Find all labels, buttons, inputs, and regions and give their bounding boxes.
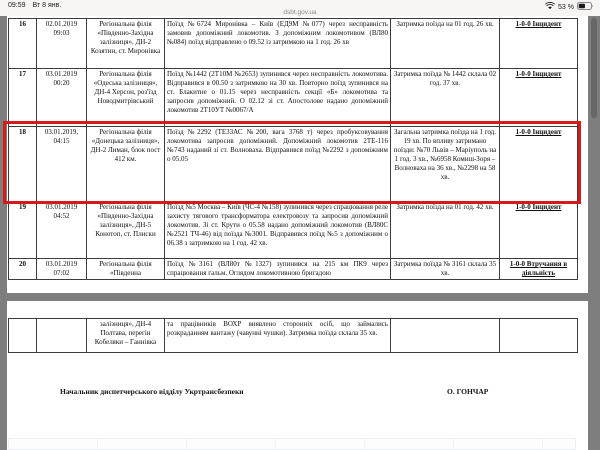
cell-branch: Регіональна філія «Південно-Західна залізниця», ДН-2 Козятин, ст. Миронівка bbox=[87, 19, 165, 69]
cell-datetime bbox=[37, 319, 87, 353]
battery-icon bbox=[577, 2, 594, 12]
cell-delay: Затримка поїзда на 01 год. 26 хв. bbox=[391, 19, 500, 69]
cell-datetime: 02.01.2019 09:03 bbox=[37, 19, 87, 69]
signature-line bbox=[7, 387, 588, 399]
cell-classification: 1-0-0 Інцидент bbox=[500, 127, 578, 202]
clock: 09:59 bbox=[8, 2, 26, 9]
cell-classification: 1-0-0 Інцидент bbox=[500, 202, 578, 259]
cell-description: Поїзд №3161 (ВЛ80т №1327) зупинився на 215 км ПК9 через спрацювання гальм. Оглядом локомотивною бригадою bbox=[165, 259, 391, 280]
cell-datetime: 03.01.2019 07:02 bbox=[37, 259, 87, 280]
cell-delay bbox=[391, 319, 500, 353]
cell-branch: Регіональна філія «Донецька залізниця», ДН-2 Лиман, блок пост 412 км. bbox=[87, 127, 165, 202]
signature-name: О. ГОНЧАР bbox=[447, 387, 489, 396]
document-page-2 bbox=[7, 301, 588, 450]
continuation-table bbox=[8, 318, 578, 353]
cell-row-number: 19 bbox=[9, 202, 37, 259]
signature-title: Начальник диспетчерського відділу Укртрансбезпеки bbox=[60, 387, 244, 396]
table-row bbox=[9, 69, 578, 127]
cell-classification: 1-0-0 Втручання в діяльність bbox=[500, 259, 578, 280]
highlight-box bbox=[3, 121, 581, 204]
cell-row-number: 17 bbox=[9, 69, 37, 127]
table-row-continuation bbox=[9, 319, 578, 353]
cell-description: Поїзд №1442 (2Т10М №2653) зупинився через несправність локомотива. Відправився в 00.50 з затримкою на 30 хв. Повторно поїзд зупинився на ст. Блакитне о 01.15 через несправність секції «Б» локомотива та запросив допоміжний. О 02.12 зі ст. Апостолове надано допоміжний локомотив 2Т10УТ №0067/А bbox=[165, 69, 391, 127]
cell-branch: Регіональна філія «Південно-Західна залізниця», ДН-5 Конотоп, ст. Плиски bbox=[87, 202, 165, 259]
table-row bbox=[9, 202, 578, 259]
battery-percent: 53 % bbox=[558, 3, 574, 11]
cell-classification: 1-0-0 Інцидент bbox=[500, 69, 578, 127]
table-row bbox=[9, 259, 578, 280]
wifi-icon bbox=[545, 2, 555, 12]
cell-description: Поїзд №2292 (ТЕ33АС №200, вага 3768 т) через пробуксовування локомотива запросив допоміжний. Допоміжний локомотив 2ТЕ-116 №743 наданий зі ст. Волноваха. Відправився поїзд №2292 з допоміжним о 05.05 bbox=[165, 127, 391, 202]
cell-branch: Регіональна філія «Одеська залізниця», ДН-4 Херсон, роз'їзд Новодмитрівський bbox=[87, 69, 165, 127]
cell-branch: Регіональна філія «Південна bbox=[87, 259, 165, 280]
cell-classification bbox=[500, 319, 578, 353]
cell-row-number: 16 bbox=[9, 19, 37, 69]
status-bar bbox=[0, 0, 600, 16]
cell-datetime: 03.01.2019, 04:15 bbox=[37, 127, 87, 202]
scrollbar[interactable] bbox=[591, 18, 597, 118]
cell-description: Поїзд №5 Москва – Київ (ЧС-4 №158) зупинився через спрацювання реле захисту тягового трансформатора електровозу та запросив допоміжний локомотив. Зі ст. Крути о 05.58 надано допоміжний локомотив (ВЛ80С №2521 ТЧ-46) від поїзда №3001. Відправився поїзд №5 з допоміжним о 06.38 з затримкою на 1 год. 42 хв. bbox=[165, 202, 391, 259]
cell-classification: 1-0-0 Інцидент bbox=[500, 19, 578, 69]
cell-row-number bbox=[9, 319, 37, 353]
cell-row-number: 18 bbox=[9, 127, 37, 202]
status-date: Вт 8 янв. bbox=[32, 2, 62, 9]
table-row bbox=[9, 19, 578, 69]
cell-row-number: 20 bbox=[9, 259, 37, 280]
cell-branch: залізниця», ДН-4 Полтава, перегін Кобеляки – Ганнівка bbox=[87, 319, 165, 353]
url-bar[interactable]: dsbt.gov.ua bbox=[283, 9, 317, 16]
cell-datetime: 03.01.2019 04:52 bbox=[37, 202, 87, 259]
cell-description: та працівників ВОХР виявлено сторонніх осіб, що займались розкраданням вантажу (чавунні чушки). Затримка поїзда склала 35 хв. bbox=[165, 319, 391, 353]
cell-delay: Загальна затримка поїзда на 1 год. 19 хв. По впливу затримано поїзди: №70 Львів – Маріуполь на 1 год. 3 хв., №6958 Комиш-Зоря – Волноваха на 36 хв., №2298 на 58 хв. bbox=[391, 127, 500, 202]
cell-description: Поїзд №6724 Миронівка – Київ (ЕД9М №077) через несправність замовив допоміжний локомотив. З допоміжним локомотивом (ВЛ80 №084) поїзд відправлено о 09.52 із затримкою на 1 год. 26 хв bbox=[165, 19, 391, 69]
cell-delay: Затримка поїзда на 01 год. 42 хв. bbox=[391, 202, 500, 259]
cell-delay: Затримка поїзда № 3161 склала 35 хв. bbox=[391, 259, 500, 280]
cell-delay: Затримка поїзда № 1442 склала 02 год. 37 хв. bbox=[391, 69, 500, 127]
next-page-hint bbox=[8, 438, 576, 450]
cell-datetime: 03.01.2019 00:20 bbox=[37, 69, 87, 127]
